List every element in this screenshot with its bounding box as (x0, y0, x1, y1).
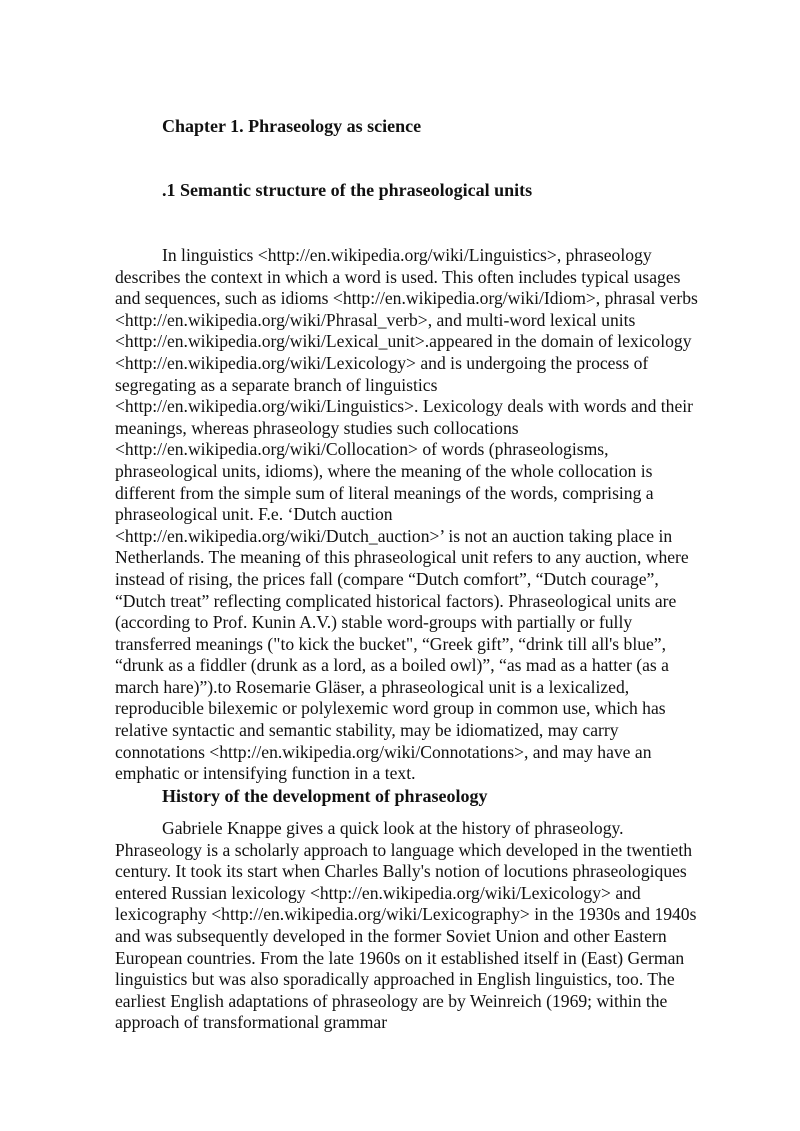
text-line: emphatic or intensifying function in a text. (115, 763, 416, 784)
text-line: “drunk as a fiddler (drunk as a lord, as a boiled owl)”, “as mad as a hatter (as a (115, 655, 669, 676)
text-line: phraseological unit. F.e. ‘Dutch auction (115, 504, 393, 525)
text-line: In linguistics <http://en.wikipedia.org/wiki/Linguistics>, phraseology (162, 245, 652, 265)
text-line: <http://en.wikipedia.org/wiki/Linguistics>. Lexicology deals with words and their (115, 396, 694, 417)
text-line: <http://en.wikipedia.org/wiki/Lexicology> and is undergoing the process of (115, 352, 649, 373)
text-line: relative syntactic and semantic stability, may be idiomatized, may carry (115, 720, 619, 741)
history-heading: History of the development of phraseology (162, 786, 488, 806)
text-line: European countries. From the late 1960s on it established itself in (East) German (115, 947, 685, 968)
text-line: and was subsequently developed in the former Soviet Union and other Eastern (115, 925, 667, 946)
text-line: <http://en.wikipedia.org/wiki/Dutch_auction>’ is not an auction taking place in (115, 525, 673, 546)
text-line: connotations <http://en.wikipedia.org/wiki/Connotations>, and may have an (115, 741, 652, 762)
text-line: “Dutch treat” reflecting complicated historical factors). Phraseological units are (115, 590, 677, 611)
text-line: lexicography <http://en.wikipedia.org/wiki/Lexicography> in the 1930s and 1940s (115, 904, 697, 925)
text-line: <http://en.wikipedia.org/wiki/Lexical_unit>.appeared in the domain of lexicology (115, 331, 692, 352)
chapter-title: Chapter 1. Phraseology as science (162, 116, 422, 136)
text-line: Gabriele Knappe gives a quick look at the history of phraseology. (162, 818, 624, 838)
text-line: instead of rising, the prices fall (compare “Dutch comfort”, “Dutch courage”, (115, 568, 659, 589)
text-line: different from the simple sum of literal meanings of the words, comprising a (115, 482, 654, 503)
text-line: linguistics but was also sporadically approached in English linguistics, too. The (115, 969, 675, 990)
paragraph-history (115, 818, 735, 1034)
paragraph-semantic-structure (115, 245, 735, 785)
text-line: transferred meanings ("to kick the bucket", “Greek gift”, “drink till all's blue”, (115, 633, 667, 654)
text-line: earliest English adaptations of phraseology are by Weinreich (1969; within the (115, 990, 668, 1011)
text-line: <http://en.wikipedia.org/wiki/Collocation> of words (phraseologisms, (115, 439, 609, 460)
text-line: and sequences, such as idioms <http://en.wikipedia.org/wiki/Idiom>, phrasal verbs (115, 288, 698, 309)
text-line: march hare)”).to Rosemarie Gläser, a phraseological unit is a lexicalized, (115, 676, 630, 697)
text-line: describes the context in which a word is used. This often includes typical usages (115, 266, 681, 287)
text-line: <http://en.wikipedia.org/wiki/Phrasal_verb>, and multi-word lexical units (115, 309, 636, 330)
text-line: approach of transformational grammar (115, 1012, 388, 1033)
text-line: Netherlands. The meaning of this phraseological unit refers to any auction, where (115, 547, 689, 568)
text-line: segregating as a separate branch of linguistics (115, 374, 438, 395)
text-line: entered Russian lexicology <http://en.wikipedia.org/wiki/Lexicology> and (115, 882, 641, 903)
text-line: meanings, whereas phraseology studies such collocations (115, 417, 519, 438)
text-line: Phraseology is a scholarly approach to language which developed in the twentieth (115, 839, 693, 860)
section-title: .1 Semantic structure of the phraseological units (162, 180, 533, 200)
text-line: phraseological units, idioms), where the meaning of the whole collocation is (115, 460, 653, 481)
text-line: reproducible bilexemic or polylexemic word group in common use, which has (115, 698, 666, 719)
text-line: (according to Prof. Kunin A.V.) stable word-groups with partially or fully (115, 612, 633, 633)
text-line: century. It took its start when Charles Bally's notion of locutions phraseologiques (115, 861, 687, 882)
